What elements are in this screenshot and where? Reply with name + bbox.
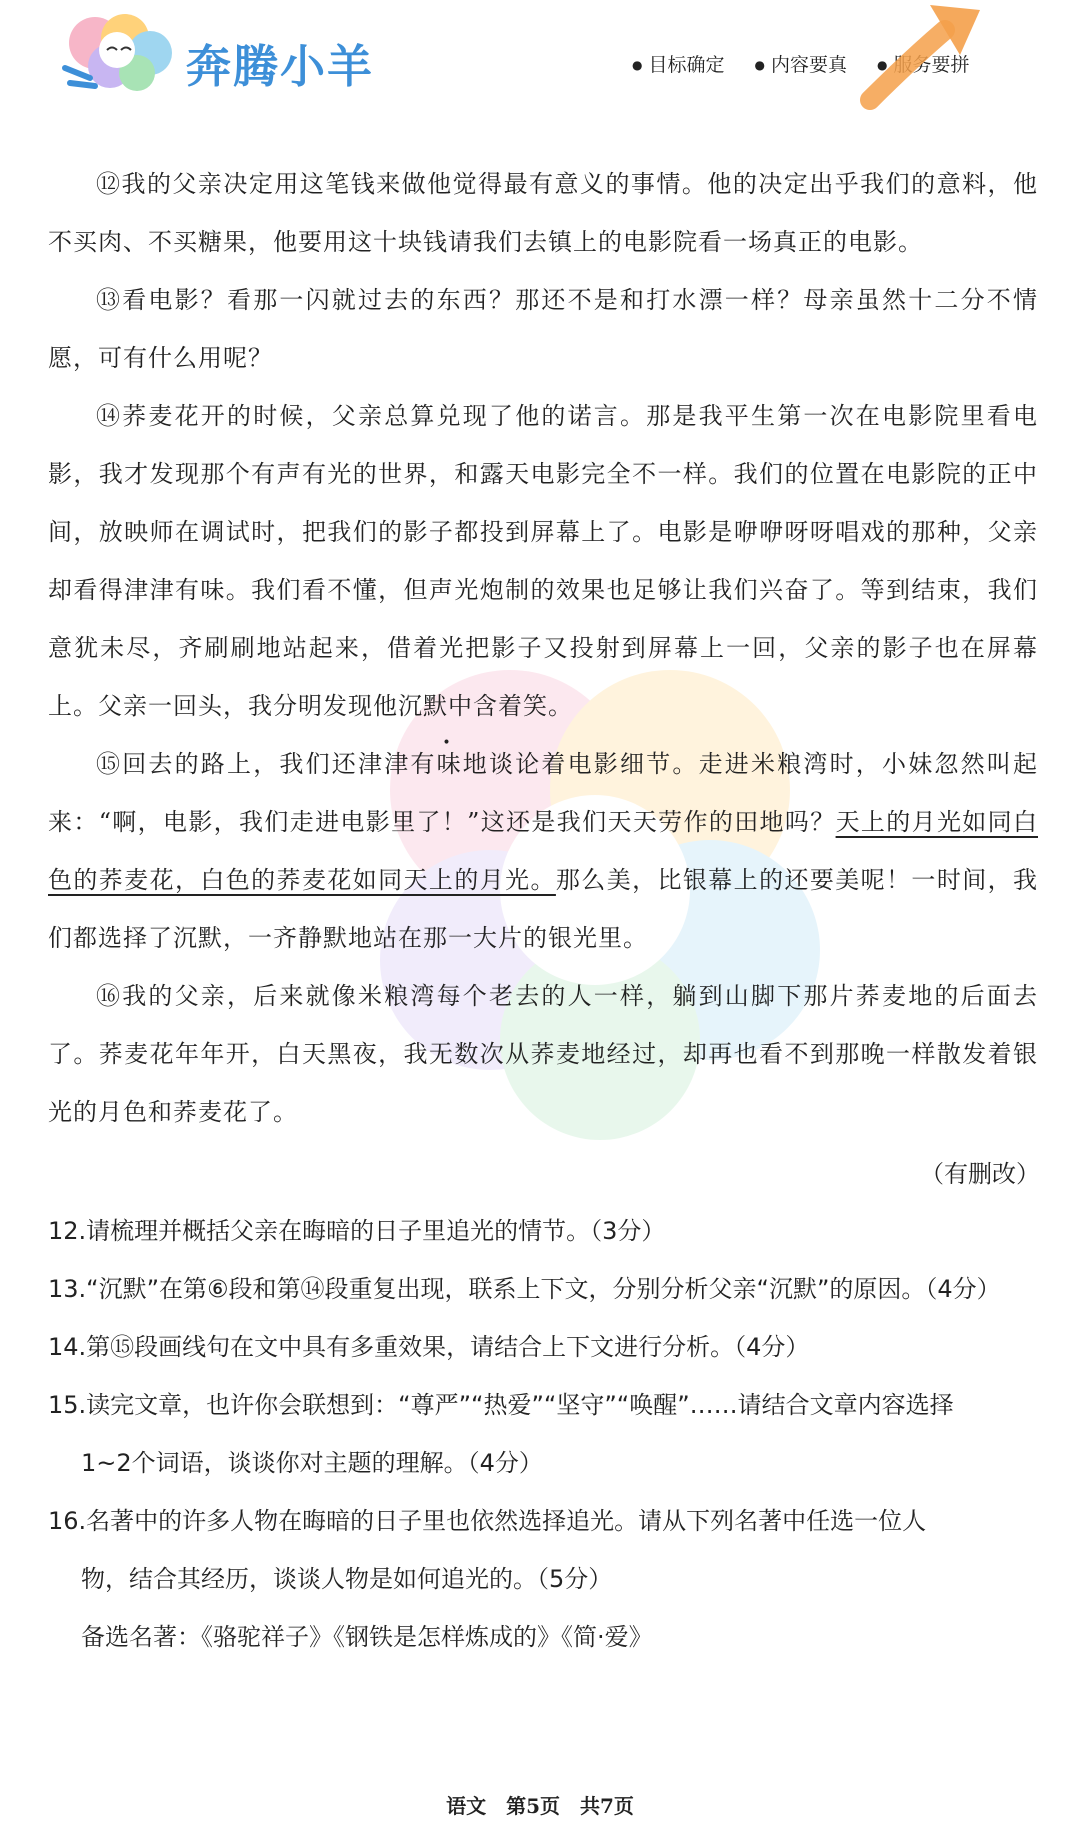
paragraph-text: 我的父亲决定用这笔钱来做他觉得最有意义的事情。他的决定出乎我们的意料，他不买肉、不买糖果，他要用这十块钱请我们去镇上的电影院看一场真正的电影。 — [48, 170, 1039, 256]
question-16-line-2: 物，结合其经历，谈谈人物是如何追光的。（5分） — [81, 1565, 613, 1593]
paragraph-text: 看电影？看那一闪就过去的东西？那还不是和打水漂一样？母亲虽然十二分不情愿，可有什么用呢？ — [48, 286, 1039, 372]
paragraph-number: ⑮ — [96, 750, 123, 778]
header — [0, 0, 1080, 120]
paragraph-13 — [48, 271, 1038, 387]
slogan-tag-1: ● 目标确定 — [632, 50, 725, 77]
reading-passage — [48, 155, 1038, 1141]
question-14: 14.第⑮段画线句在文中具有多重效果，请结合上下文进行分析。（4分） — [48, 1333, 810, 1361]
emphasis-dotted-text: 沉默 — [398, 692, 448, 720]
page-footer: 语文 第5页 共7页 — [446, 1794, 634, 1818]
question-16-line-1: 16.名著中的许多人物在晦暗的日子里也依然选择追光。请从下列名著中任选一位人 — [48, 1507, 927, 1535]
question-16 — [48, 1492, 1048, 1608]
question-15-line-1: 15.读完文章，也许你会联想到：“尊严”“热爱”“坚守”“唤醒”……请结合文章内容选择 — [48, 1391, 954, 1419]
paragraph-number: ⑬ — [96, 286, 123, 314]
logo-icon — [55, 8, 185, 98]
paragraph-text-end: 中含着笑。 — [448, 692, 573, 720]
questions-section — [48, 1202, 1048, 1666]
paragraph-number: ⑫ — [96, 170, 122, 198]
question-15 — [48, 1376, 1048, 1492]
slogan-tag-2: ● 内容要真 — [755, 50, 848, 77]
paragraph-15 — [48, 735, 1038, 967]
question-13: 13.“沉默”在第⑥段和第⑭段重复出现，联系上下文，分别分析父亲“沉默”的原因。（4分） — [48, 1275, 1001, 1303]
underlined-sentence: 天上的月光如同白色的荞麦花，白色的荞麦花如同天上的月光。 — [48, 808, 1038, 894]
source-note: （有删改） — [920, 1160, 1040, 1188]
paragraph-14 — [48, 387, 1038, 735]
paragraph-number: ⑭ — [96, 402, 123, 430]
arrow-icon — [850, 0, 990, 110]
paragraph-text: 荞麦花开的时候，父亲总算兑现了他的诺言。那是我平生第一次在电影院里看电影，我才发现那个有声有光的世界，和露天电影完全不一样。我们的位置在电影院的正中间，放映师在调试时，把我们的影子都投到屏幕上了。电影是咿咿呀呀唱戏的那种，父亲却看得津津有味。我们看不懂，但声光炮制的效果也足够让我们兴奋了。等到结束，我们意犹未尽，齐刷刷地站起来，借着光把影子又投射到屏幕上一回，父亲的影子也在屏幕上。父亲一回头，我分明发现他 — [48, 402, 1039, 720]
question-12: 12.请梳理并概括父亲在晦暗的日子里追光的情节。（3分） — [48, 1217, 666, 1245]
brand-name: 奔腾小羊 — [186, 40, 375, 93]
paragraph-16 — [48, 967, 1038, 1141]
book-options: 备选名著：《骆驼祥子》《钢铁是怎样炼成的》《简·爱》 — [81, 1623, 653, 1651]
paragraph-12 — [48, 155, 1038, 271]
slogan-tag-3: ● 服务要拼 — [877, 50, 970, 77]
question-15-line-2: 1~2个词语，谈谈你对主题的理解。（4分） — [81, 1449, 543, 1477]
paragraph-text: 我的父亲，后来就像米粮湾每个老去的人一样，躺到山脚下那片荞麦地的后面去了。荞麦花年年开，白天黑夜，我无数次从荞麦地经过，却再也看不到那晚一样散发着银光的月色和荞麦花了。 — [48, 982, 1039, 1126]
paragraph-text: 回去的路上，我们还津津有味地谈论着电影细节。走进米粮湾时，小妹忽然叫起来：“啊，电影，我们走进电影里了！”这还是我们天天劳作的田地吗？ — [48, 750, 1039, 836]
paragraph-number: ⑯ — [96, 982, 123, 1010]
paragraph-text-end: 那么美，比银幕上的还要美呢！一时间，我们都选择了沉默，一齐静默地站在那一大片的银光里。 — [48, 866, 1039, 952]
